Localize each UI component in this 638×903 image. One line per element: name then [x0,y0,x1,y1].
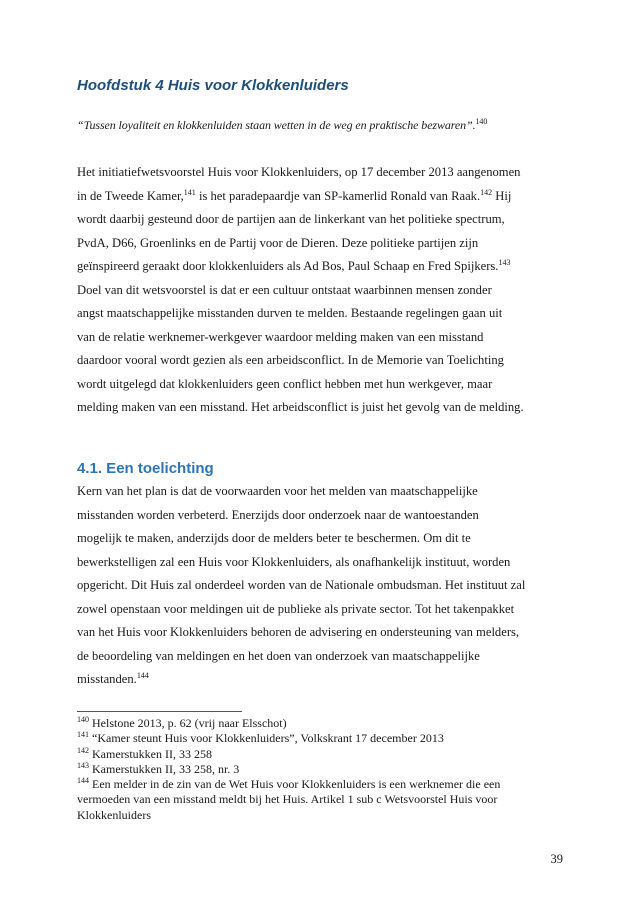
text-line: angst maatschappelijke misstanden durven te melden. Bestaande regelingen gaan uit [77,306,503,320]
text-line: zowel openstaan voor meldingen uit de publieke als private sector. Tot het takenpakket [77,601,515,616]
chapter-title: Hoofdstuk 4 Huis voor Klokkenluiders [77,77,349,94]
footnote-separator [77,711,242,712]
footnote: $^{141}$ “Kamer steunt Huis voor Klokkenluiders”, Volkskrant 17 december 2013 [77,730,444,746]
text-line: Doel van dit wetsvoorstel is dat er een cultuur ontstaat waarbinnen mensen zonder [77,282,492,297]
page-number: 39 [550,852,563,866]
footnote: $^{142}$ Kamerstukken II, 33 258 [77,745,212,761]
footnote-ref[interactable]: 141 [183,187,196,197]
footnote-ref[interactable]: 144 [136,670,149,680]
text-line: daardoor vooral wordt gezien als een arbeidsconflict. In de Memorie van Toelichting [77,353,504,367]
chapter-quote [77,118,487,133]
text-line: wordt daarbij gesteund door de partijen aan de linkerkant van het politieke spectrum, [77,212,505,226]
paragraph-explanation [77,480,563,692]
text-line: geïnspireerd geraakt door klokkenluiders als Ad Bos, Paul Schaap en Fred Spijkers.$^{143}$ [77,257,511,273]
section-title: 4.1. Een toelichting [77,460,214,477]
text-line: PvdA, D66, Groenlinks en de Partij voor de Dieren. Deze politieke partijen zijn [77,235,479,250]
footnote-ref[interactable]: 143 [498,257,511,267]
footnote: $^{140}$ Helstone 2013, p. 62 (vrij naar Elsschot) [77,715,287,730]
text-line: bewerkstelligen zal een Huis voor Klokkenluiders, als onafhankelijk instituut, worden [77,554,511,569]
footnote: $^{143}$ Kamerstukken II, 33 258, nr. 3 [77,760,240,776]
footnote-continuation: Klokkenluiders [77,807,151,822]
text-line: Het initiatiefwetsvoorstel Huis voor Klokkenluiders, op 17 december 2013 aangenomen [77,165,521,179]
text-line: opgericht. Dit Huis zal onderdeel worden van de Nationale ombudsman. Het instituut zal [77,578,526,592]
text-line: mogelijk te maken, anderzijds door de melders beter te beschermen. Om dit te [77,531,471,545]
text-line: Kern van het plan is dat de voorwaarden voor het melden van maatschappelijke [77,484,478,498]
footnote-ref[interactable]: 142 [480,187,493,197]
footnote-continuation: vermoeden van een misstand meldt bij het Huis. Artikel 1 sub c Wetsvoorstel Huis voor [77,792,498,807]
text-line: misstanden.$^{144}$ [77,670,149,686]
text-line: van het Huis voor Klokkenluiders behoren de advisering en ondersteuning van melders, [77,625,520,639]
text-line: wordt uitgelegd dat klokkenluiders geen conflict hebben met hun werkgever, maar [77,376,493,391]
footnotes [77,716,563,823]
paragraph-intro [77,161,563,420]
footnote-ref[interactable]: 140 [475,117,488,126]
text-line: van de relatie werknemer-werkgever waardoor melding maken van een misstand [77,329,484,344]
text-line: de beoordeling van meldingen en het doen van onderzoek van maatschappelijke [77,648,480,663]
text-line: misstanden worden verbeterd. Enerzijds door onderzoek naar de wantoestanden [77,507,479,522]
quote-text: “Tussen loyaliteit en klokkenluiden staan wetten in de weg en praktische bezwaren”. [77,118,476,132]
footnote: $^{144}$ Een melder in de zin van de Wet Huis voor Klokkenluiders is een werknemer die een [77,776,501,792]
text-line: in de Tweede Kamer,$^{141}$ is het paradepaardje van SP-kamerlid Ronald van Raak.$^{142}$ Hij [77,187,512,203]
text-line: melding maken van een misstand. Het arbeidsconflict is juist het gevolg van de melding. [77,400,524,414]
